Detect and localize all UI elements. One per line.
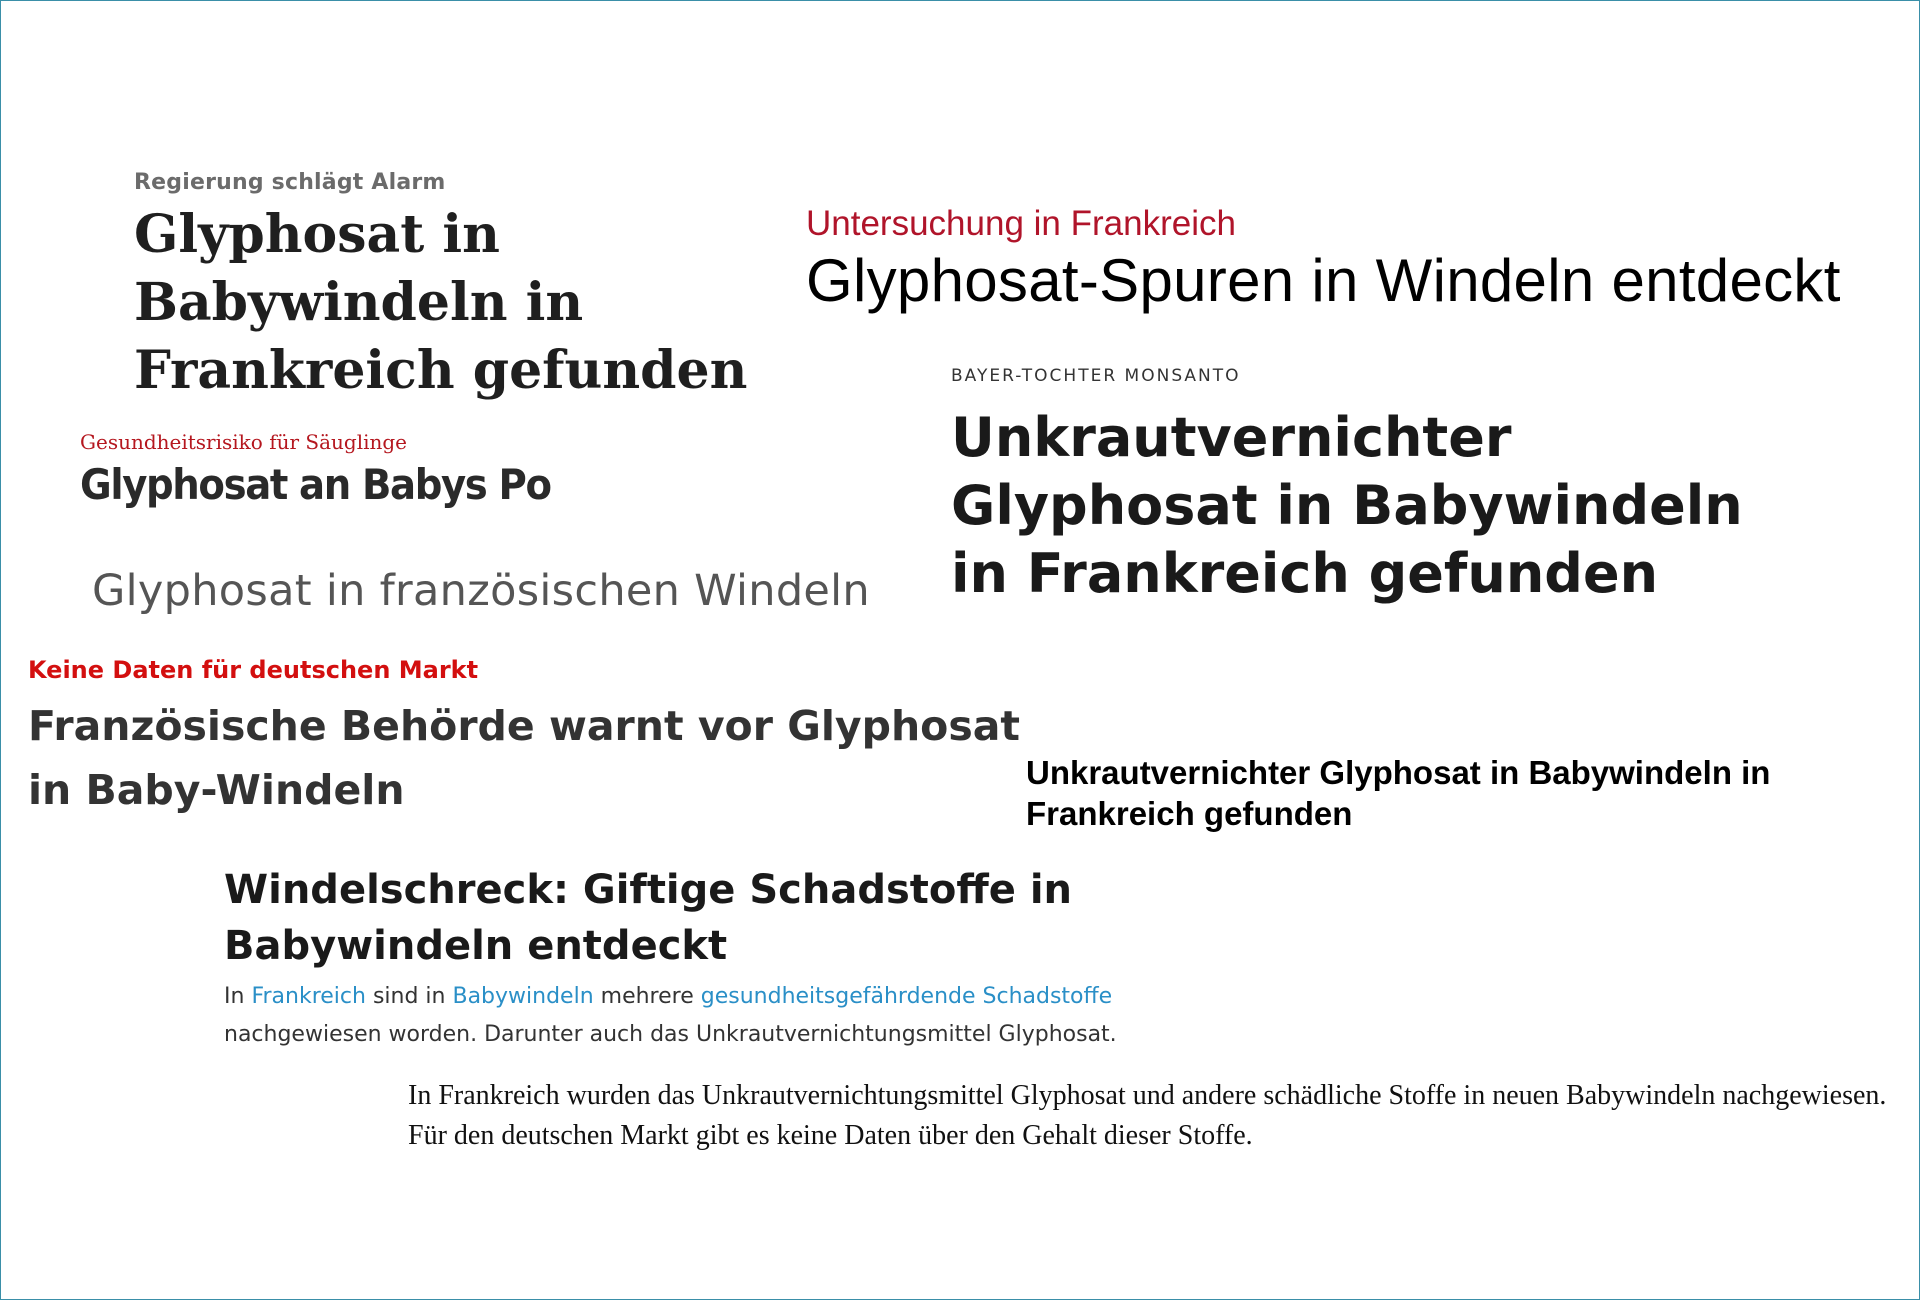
teaser-text (224, 978, 1224, 1054)
headline: Glyphosat in Babywindeln in Frankreich gefunden (134, 204, 748, 401)
headline-clip-3 (951, 366, 1811, 608)
link-babywindeln[interactable]: Babywindeln (452, 984, 594, 1009)
kicker: Untersuchung in Frankreich (806, 204, 1236, 243)
headline-clip-8 (224, 862, 1374, 1054)
kicker: Regierung schlägt Alarm (134, 170, 446, 195)
headline: Französische Behörde warnt vor Glyphosat in Baby-Windeln (28, 702, 1021, 814)
headline: Glyphosat-Spuren in Windeln entdeckt (806, 247, 1841, 314)
teaser-segment: sind in (365, 984, 453, 1009)
headline: Glyphosat in französischen Windeln (92, 566, 870, 616)
teaser-clip-9 (408, 1076, 1898, 1156)
teaser-segment: In (224, 984, 252, 1009)
kicker: BAYER-TOCHTER MONSANTO (951, 366, 1241, 386)
teaser-segment: mehrere (593, 984, 701, 1009)
headline-clip-6 (28, 656, 1038, 822)
teaser-text: In Frankreich wurden das Unkrautvernichtungsmittel Glyphosat und andere schädliche Stoffe in neuen Babywindeln nachgewiesen. Für den deutschen Markt gibt es keine Daten über den Gehalt dieser Stoffe. (408, 1080, 1887, 1151)
headline: Glyphosat an Babys Po (80, 460, 551, 509)
headline-clip-5 (92, 566, 870, 616)
headline: Unkrautvernichter Glyphosat in Babywindeln in Frankreich gefunden (951, 406, 1743, 605)
kicker: Keine Daten für deutschen Markt (28, 656, 479, 684)
teaser-segment: nachgewiesen worden. Darunter auch das Unkrautvernichtungsmittel Glyphosat. (224, 1022, 1117, 1047)
headline-clip-7 (1026, 752, 1906, 834)
kicker: Gesundheitsrisiko für Säuglinge (80, 430, 408, 454)
headline: Windelschreck: Giftige Schadstoffe in Babywindeln entdeckt (224, 867, 1073, 969)
link-schadstoffe[interactable]: gesundheitsgefährdende Schadstoffe (700, 984, 1113, 1009)
headline-clip-2 (806, 204, 1841, 315)
headline-clip-4 (80, 430, 592, 509)
link-frankreich[interactable]: Frankreich (251, 984, 366, 1009)
headline: Unkrautvernichter Glyphosat in Babywindeln in Frankreich gefunden (1026, 754, 1771, 832)
headline-clip-1 (134, 170, 774, 405)
